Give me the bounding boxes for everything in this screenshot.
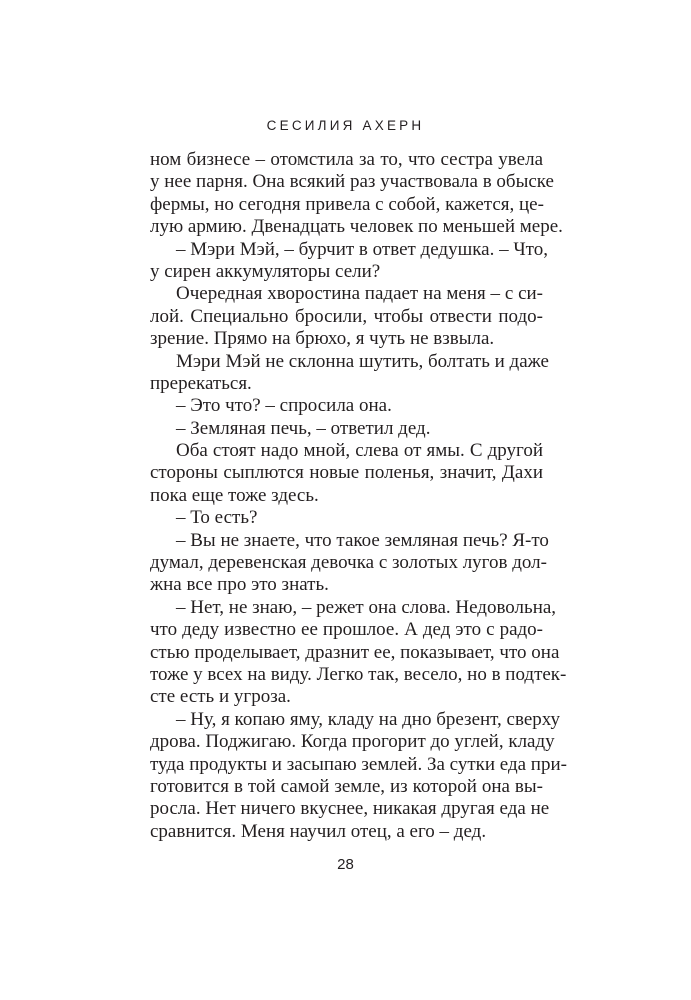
text-line: думал, деревенская девочка с золотых лугов дол- [150, 552, 547, 574]
text-line: – То есть? [176, 507, 258, 529]
text-line: стороны сыплются новые поленья, значит, Дахи [150, 462, 543, 484]
text-line: – Это что? – спросила она. [176, 395, 392, 417]
text-line: стью проделывает, дразнит ее, показывает, что она [150, 641, 560, 663]
text-line: тоже у всех на виду. Легко так, весело, но в подтек- [150, 663, 567, 685]
text-line: пререкаться. [150, 372, 252, 394]
text-line: – Земляная печь, – ответил дед. [176, 417, 431, 439]
text-line: сравнится. Меня научил отец, а его – дед. [150, 820, 487, 842]
running-head: СЕСИЛИЯ АХЕРН [266, 118, 425, 133]
text-line: зрение. Прямо на брюхо, я чуть не взвыла. [150, 328, 495, 350]
text-line: – Ну, я копаю яму, кладу на дно брезент, сверху [176, 708, 561, 730]
text-line: Оба стоят надо мной, слева от ямы. С другой [176, 440, 543, 462]
text-line: лой. Специально бросили, чтобы отвести подо- [150, 305, 543, 327]
text-line: – Нет, не знаю, – режет она слова. Недовольна, [176, 596, 557, 618]
text-line: готовится в той самой земле, из которой она вы- [150, 775, 543, 797]
text-line: сте есть и угроза. [150, 686, 291, 708]
text-line: что деду известно ее прошлое. А дед это с радо- [150, 619, 543, 641]
text-line: туда продукты и засыпаю землей. За сутки еда при- [150, 753, 567, 775]
text-line: жна все про это знать. [150, 574, 329, 596]
text-line: Мэри Мэй не склонна шутить, болтать и даже [176, 350, 549, 372]
text-line: – Вы не знаете, что такое земляная печь? Я-то [176, 529, 549, 551]
text-line: росла. Нет ничего вкуснее, никакая другая еда не [150, 798, 550, 820]
body-text [150, 149, 567, 843]
text-line: ном бизнесе – отомстила за то, что сестра увела [150, 149, 543, 170]
page-number: 28 [337, 856, 354, 873]
text-line: дрова. Поджигаю. Когда прогорит до углей, кладу [150, 731, 555, 753]
text-line: – Мэри Мэй, – бурчит в ответ дедушка. – Что, [176, 238, 548, 260]
text-line: у нее парня. Она всякий раз участвовала в обыске [150, 171, 554, 193]
text-line: фермы, но сегодня привела с собой, кажется, це- [150, 193, 544, 215]
text-line: пока еще тоже здесь. [150, 484, 319, 506]
text-line: у сирен аккумуляторы сели? [150, 260, 381, 282]
text-line: Очередная хворостина падает на меня – с си- [176, 283, 543, 305]
text-line: лую армию. Двенадцать человек по меньшей мере. [150, 216, 563, 238]
